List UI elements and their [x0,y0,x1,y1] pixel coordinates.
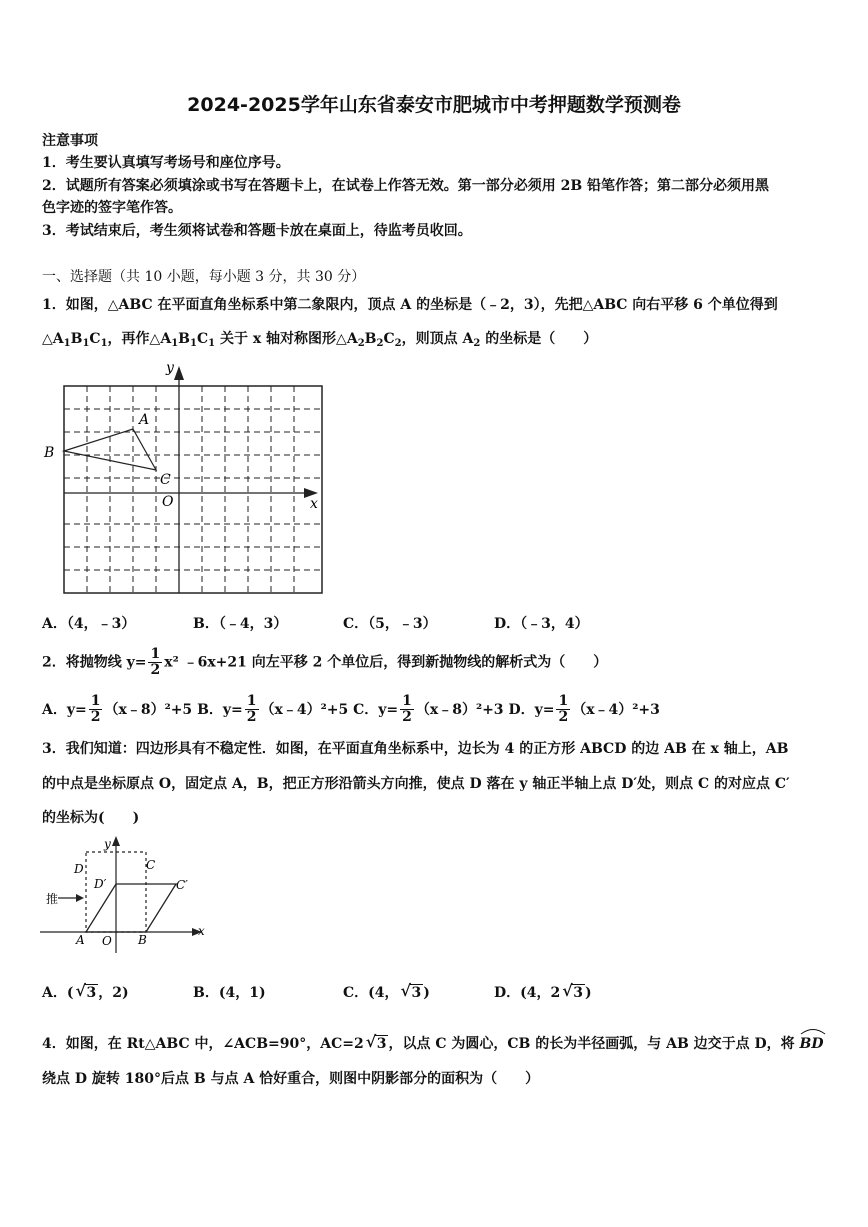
notice-item: 3．考试结束后，考生须将试卷和答题卡放在桌面上，待监考员收回。 [42,223,472,239]
q1-option-b: B．（﹣4，3） [193,616,288,632]
q3-parallelogram-figure [38,835,218,955]
point-label-a: A [139,412,150,428]
q1-coordinate-figure [40,360,330,600]
point-label-d: D [74,862,84,876]
q1-option-d: D．（﹣3，4） [494,616,589,632]
q2-options [42,694,660,725]
point-label-b: B [44,445,55,461]
q1-stem-line1: 1．如图，△ABC 在平面直角坐标系中第二象限内，顶点 A 的坐标是（﹣2，3），先把△ABC 向右平移 6 个单位得到 [42,297,778,313]
q2-stem: 2．将抛物线 y= $\frac{1}{2}$ x² ﹣6x+21 向左平移 2 个单位后，得到新抛物线的解析式为（ ） [42,646,608,678]
point-label-c: C [146,858,156,872]
notice-item: 色字迹的签字笔作答。 [42,200,182,216]
q4-stem-line2: 绕点 D 旋转 180°后点 B 与点 A 恰好重合，则图中阴影部分的面积为（ ） [42,1071,540,1087]
origin-label: O [162,494,174,510]
q3-option-b: B．(4，1) [193,985,266,1001]
q1-stem-line2: $\triangle A_1B_1C_1$，再作$\triangle A_1B_1C_1$ 关于 x 轴对称图形$\triangle A_2B_2C_2$，则顶点 $A_2$ 的坐标是（ ） [42,331,598,349]
page-title: 2024-2025学年山东省泰安市肥城市中考押题数学预测卷 [187,94,681,116]
q3-stem-line2: 的中点是坐标原点 O，固定点 A，B，把正方形沿箭头方向推，使点 D 落在 y 轴正半轴上点 D′处，则点 C 的对应点 C′ [42,776,790,792]
y-axis-label: y [104,837,111,851]
x-axis-label: x [310,496,318,512]
point-label-d-prime: D′ [94,877,107,891]
q2-option-d: D．y= $\frac{1}{2}$ （x﹣4）²+3 [508,693,660,725]
y-axis-label: y [166,360,174,376]
notice-item: 1．考生要认真填写考场号和座位序号。 [42,155,290,171]
q3-option-c: C．(4，√ 3 ) [343,984,430,1002]
x-axis-label: x [198,924,205,938]
q2-option-b: B．y= $\frac{1}{2}$ （x﹣4）²+5 [197,693,349,725]
point-label-a: A [76,933,85,947]
notice-heading: 注意事项 [42,133,98,149]
q1-option-c: C．（5，﹣3） [343,616,437,632]
q3-option-a: A．(√ 3 ，2) [42,984,129,1002]
push-label: 推 [46,892,59,906]
q1-option-a: A．（4，﹣3） [42,616,136,632]
q3-stem-line1: 3．我们知道：四边形具有不稳定性．如图，在平面直角坐标系中，边长为 4 的正方形 ABCD 的边 AB 在 x 轴上，AB [42,741,789,757]
arc-bd: BD [800,1031,824,1053]
q2-option-a: A．y= $\frac{1}{2}$ （x﹣8）²+5 [42,693,193,725]
origin-label: O [102,934,112,948]
q4-stem-line1: 4．如图，在 Rt△ABC 中，∠ACB=90°，AC=2√ 3 ，以点 C 为圆心，CB 的长为半径画弧，与 AB 边交于点 D，将 BD [42,1031,824,1053]
point-label-c: C [160,472,171,488]
q2-option-c: C．y= $\frac{1}{2}$ （x﹣8）²+3 [353,693,504,725]
q3-stem-line3: 的坐标为( ) [42,810,140,826]
section-heading: 一、选择题（共 10 小题，每小题 3 分，共 30 分） [42,269,366,285]
point-label-b: B [138,933,147,947]
q3-option-d: D．(4，2√ 3 ) [494,984,592,1002]
notice-item: 2．试题所有答案必须填涂或书写在答题卡上，在试卷上作答无效。第一部分必须用 2B 铅笔作答；第二部分必须用黑 [42,178,770,194]
point-label-c-prime: C′ [176,878,188,892]
